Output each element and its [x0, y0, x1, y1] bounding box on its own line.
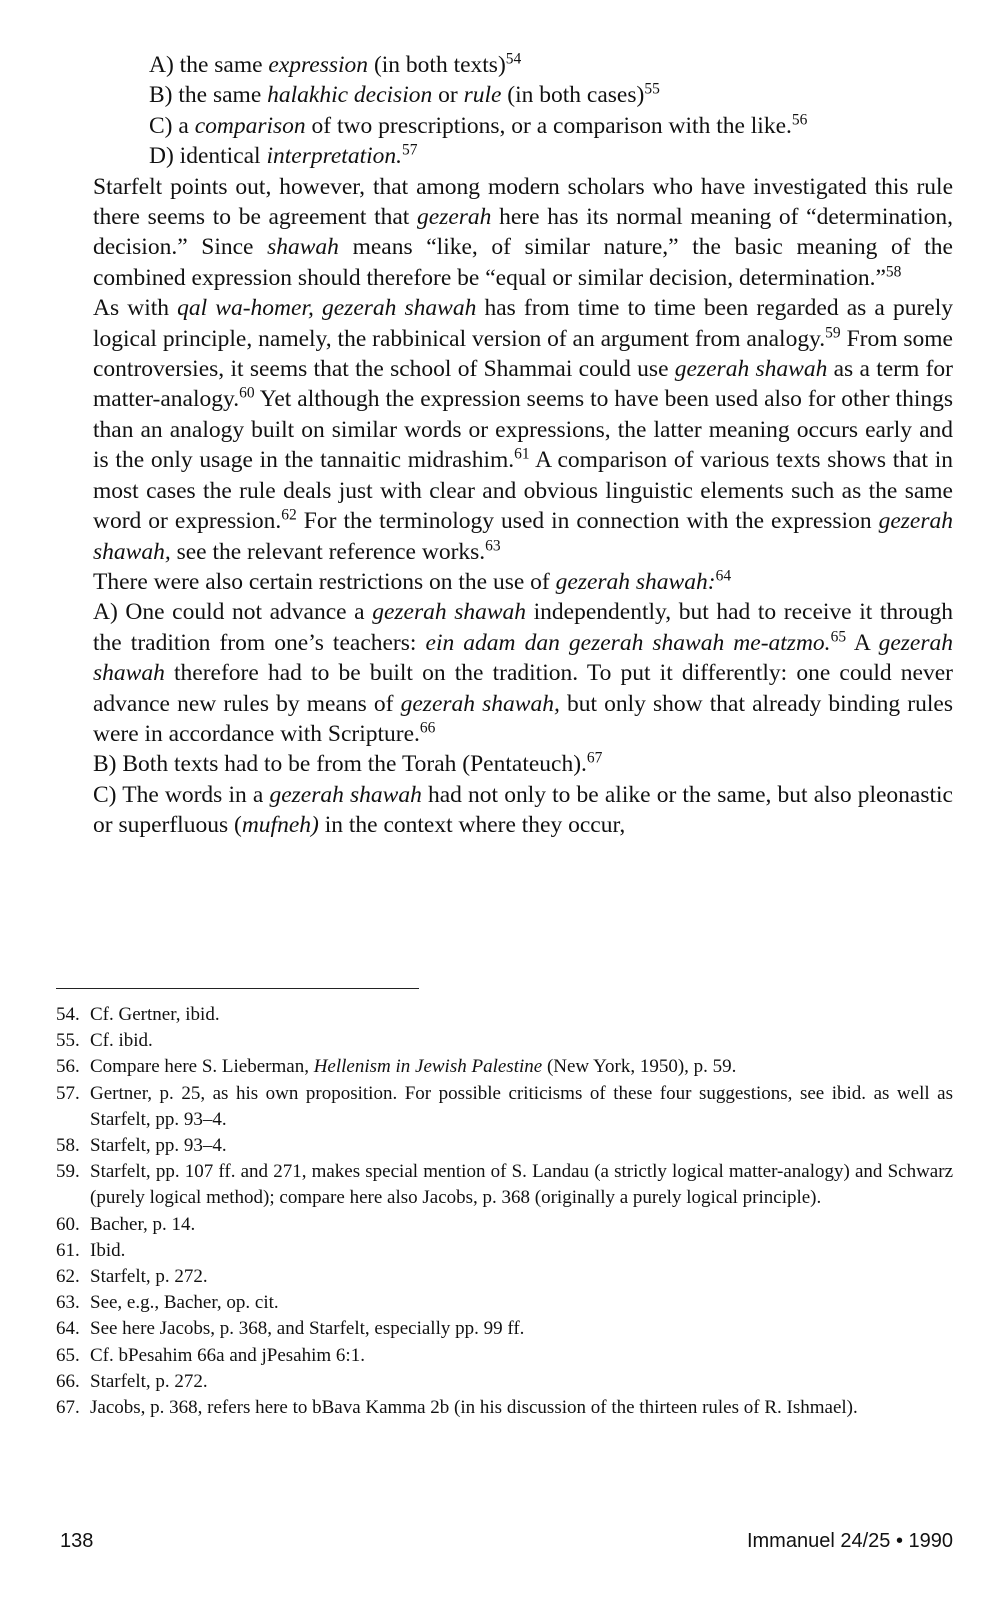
footnote: 59. Starfelt, pp. 107 ff. and 271, makes special mention of S. Landau (a strictly logical matter-analogy) and Schwarz (purely logical method); compare here also Jacobs, p. 368 (originally a purely logical principle). [56, 1161, 953, 1209]
footnote-ref[interactable]: 55 [644, 80, 660, 98]
footnote-ref[interactable]: 57 [402, 141, 418, 159]
footnote: 55. Cf. ibid. [56, 1030, 153, 1052]
footnote-ref[interactable]: 58 [885, 263, 902, 281]
paragraph: Starfelt points out, however, that among modern scholars who have investigated this rule there seems to be agreement that gezerah here has its normal meaning of “determination, decision.” Since shawah means “like, of similar nature,” the basic meaning of the combined expression should therefore be “equal or similar decision, determination.”$^{58}$ [93, 173, 954, 291]
footnote-ref[interactable]: 64 [715, 567, 732, 585]
footnote: 60. Bacher, p. 14. [56, 1213, 196, 1235]
page-number: 138 [60, 1530, 94, 1552]
footnote: 56. Compare here S. Lieberman, Hellenism in Jewish Palestine (New York, 1950), p. 59. [56, 1056, 737, 1078]
footnotes [56, 1002, 953, 1421]
list-item: B) the same halakhic decision or rule (in both cases)$^{55}$ [149, 80, 660, 109]
paragraph: As with qal wa-homer, gezerah shawah has from time to time been regarded as a purely logical principle, namely, the rabbinical version of an argument from analogy.$^{59}$ From some controversies, it seems that the school of Shammai could use gezerah shawah as a term for matter-analogy.$^{60}$ Yet although the expression seems to have been used also for other things than an analogy built on similar words or expressions, the latter meaning occurs early and is the only usage in the tannaitic midrashim.$^{61}$ A comparison of various texts shows that in most cases the rule deals just with clear and obvious linguistic elements such as the same word or expression.$^{62}$ For the terminology used in connection with the expression gezerah shawah, see the relevant reference works.$^{63}$ [93, 295, 953, 565]
list-item: D) identical interpretation.$^{57}$ [149, 141, 418, 170]
footnote-ref[interactable]: 62 [281, 506, 297, 524]
footnote-ref[interactable]: 67 [586, 749, 603, 767]
main-text [93, 50, 953, 841]
footnote: 65. Cf. bPesahim 66a and jPesahim 6:1. [56, 1344, 365, 1366]
footnote: 58. Starfelt, pp. 93–4. [56, 1135, 227, 1157]
footnote-ref[interactable]: 54 [505, 50, 522, 68]
journal-issue: Immanuel 24/25 • 1990 [746, 1530, 953, 1552]
footnote: 66. Starfelt, p. 272. [56, 1370, 208, 1392]
paragraph: There were also certain restrictions on the use of gezerah shawah:$^{64}$ [93, 567, 732, 595]
paragraph: B) Both texts had to be from the Torah (Pentateuch).$^{67}$ [93, 749, 603, 778]
footnote: 62. Starfelt, p. 272. [56, 1266, 208, 1288]
footnote-divider [56, 988, 419, 989]
footnote: 61. Ibid. [56, 1239, 126, 1261]
footnote: 63. See, e.g., Bacher, op. cit. [56, 1292, 279, 1314]
footnote: 64. See here Jacobs, p. 368, and Starfelt, especially pp. 99 ff. [56, 1318, 525, 1340]
list-item: C) a comparison of two prescriptions, or a comparison with the like.$^{56}$ [149, 111, 808, 139]
footnote: 57. Gertner, p. 25, as his own proposition. For possible criticisms of these four suggestions, see ibid. as well as Starfelt, pp. 93–4. [56, 1082, 953, 1130]
footnote-ref[interactable]: 61 [514, 445, 530, 463]
footnote-ref[interactable]: 65 [830, 628, 847, 646]
footnote-ref[interactable]: 60 [239, 384, 255, 402]
paragraph: A) One could not advance a gezerah shawah independently, but had to receive it through the tradition from one’s teachers: ein adam dan gezerah shawah me-atzmo.$^{65}$ A gezerah shawah therefore had to be built on the tradition. To put it differently: one could never advance new rules by means of gezerah shawah, but only show that already binding rules were in accordance with Scripture.$^{66}$ [93, 599, 954, 747]
page-footer [60, 1530, 953, 1560]
footnote-ref[interactable]: 59 [825, 324, 841, 342]
list-item: A) the same expression (in both texts)$^{54}$ [149, 50, 522, 78]
footnote: 54. Cf. Gertner, ibid. [56, 1004, 220, 1025]
paragraph: C) The words in a gezerah shawah had not only to be alike or the same, but also pleonastic or superfluous (mufneh) in the context where they occur, [93, 781, 953, 839]
footnote-ref[interactable]: 63 [485, 536, 501, 554]
footnote: 67. Jacobs, p. 368, refers here to bBava Kamma 2b (in his discussion of the thirteen rules of R. Ishmael). [56, 1397, 858, 1419]
footnote-ref[interactable]: 56 [791, 111, 808, 129]
footnote-ref[interactable]: 66 [419, 719, 436, 737]
